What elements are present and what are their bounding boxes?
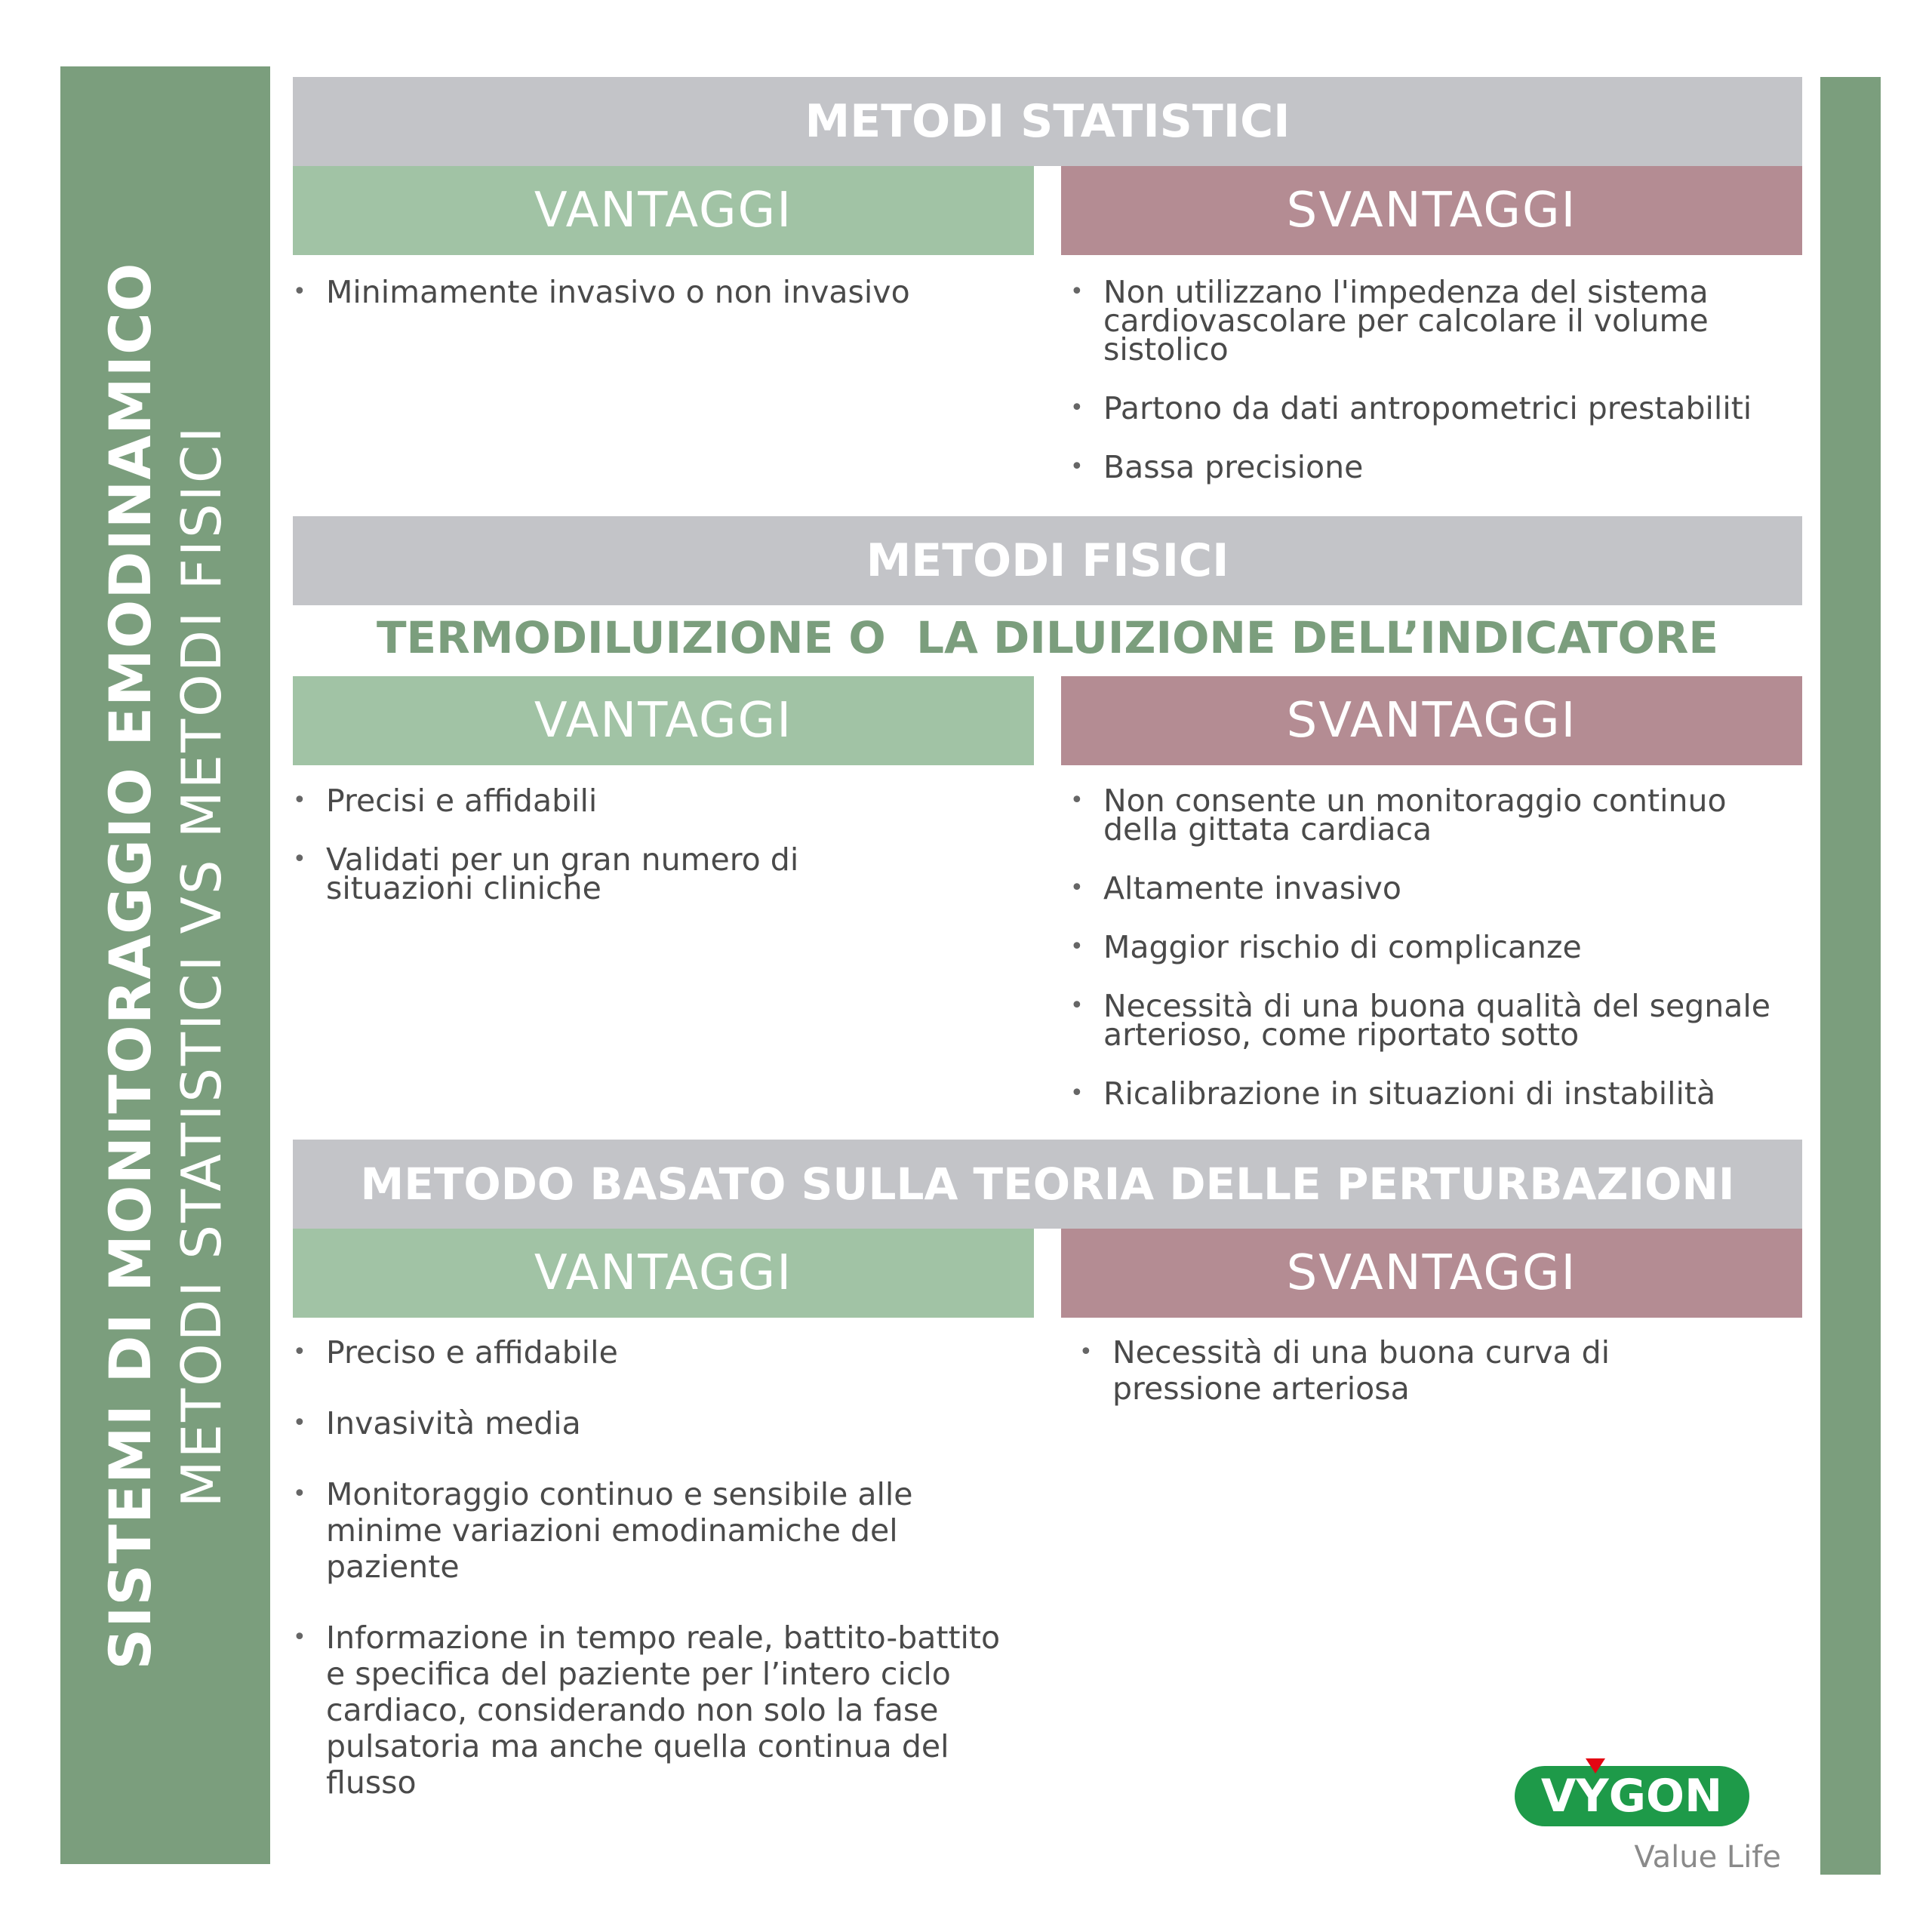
list-item: • Maggior rischio di complicanze	[1070, 933, 1795, 961]
vantaggi-header-fisici: VANTAGGI	[293, 676, 1034, 765]
vantaggi-list-perturbazioni	[293, 1334, 1017, 1835]
list-item: • Non consente un monitoraggio continuo della gittata cardiaca	[1070, 786, 1795, 844]
vantaggi-header-perturbazioni: VANTAGGI	[293, 1229, 1034, 1318]
svantaggi-header-statistici: SVANTAGGI	[1061, 166, 1802, 255]
list-item: • Invasività media	[293, 1405, 1017, 1441]
list-item: • Monitoraggio continuo e sensibile alle minime variazioni emodinamiche del paziente	[293, 1476, 1017, 1585]
section-heading-perturbazioni: METODO BASATO SULLA TEORIA DELLE PERTURBAZIONI	[293, 1140, 1802, 1229]
list-item: • Necessità di una buona qualità del segnale arterioso, come riportato sotto	[1070, 992, 1795, 1049]
svantaggi-header-perturbazioni: SVANTAGGI	[1061, 1229, 1802, 1318]
list-item: • Partono da dati antropometrici prestabiliti	[1070, 394, 1795, 423]
list-item: • Preciso e affidabile	[293, 1334, 1017, 1371]
vygon-logo	[1513, 1758, 1751, 1830]
svantaggi-list-fisici	[1070, 783, 1795, 1138]
list-item: • Ricalibrazione in situazioni di instabilità	[1070, 1079, 1795, 1108]
svantaggi-list-perturbazioni	[1079, 1334, 1698, 1441]
section-heading-fisici: METODI FISICI	[293, 516, 1802, 605]
list-item: • Validati per un gran numero di situazioni cliniche	[293, 845, 897, 903]
vertical-title-block	[94, 263, 236, 1670]
list-item: • Necessità di una buona curva di pressione arteriosa	[1079, 1334, 1698, 1407]
brand-tagline: Value Life	[1634, 1840, 1781, 1875]
page-title: SISTEMI DI MONITORAGGIO EMODINAMICO	[97, 262, 164, 1670]
section-subheading-fisici: TERMODILUIZIONE O LA DILUIZIONE DELL’INDICATORE	[376, 612, 1719, 663]
svantaggi-header-fisici: SVANTAGGI	[1061, 676, 1802, 765]
list-item: • Non utilizzano l'impedenza del sistema cardiovascolare per calcolare il volume sistolico	[1070, 278, 1795, 364]
svantaggi-list-statistici	[1070, 274, 1795, 512]
vantaggi-header-statistici: VANTAGGI	[293, 166, 1034, 255]
logo-text: VYGON	[1540, 1770, 1723, 1823]
right-band	[1820, 77, 1881, 1875]
list-item: • Altamente invasivo	[1070, 874, 1795, 903]
list-item: • Precisi e affidabili	[293, 786, 897, 815]
page-subtitle: METODI STATISTICI VS METODI FISICI	[170, 424, 233, 1508]
vantaggi-list-fisici	[293, 783, 897, 933]
list-item: • Informazione in tempo reale, battito-battito e specifica del paziente per l’intero ciclo cardiaco, considerando non solo la fase pulsatoria ma anche quella continua del flusso	[293, 1620, 1017, 1801]
vantaggi-list-statistici	[293, 274, 1017, 337]
section-heading-statistici: METODI STATISTICI	[293, 77, 1802, 166]
list-item: • Minimamente invasivo o non invasivo	[293, 278, 1017, 306]
list-item: • Bassa precisione	[1070, 453, 1795, 481]
